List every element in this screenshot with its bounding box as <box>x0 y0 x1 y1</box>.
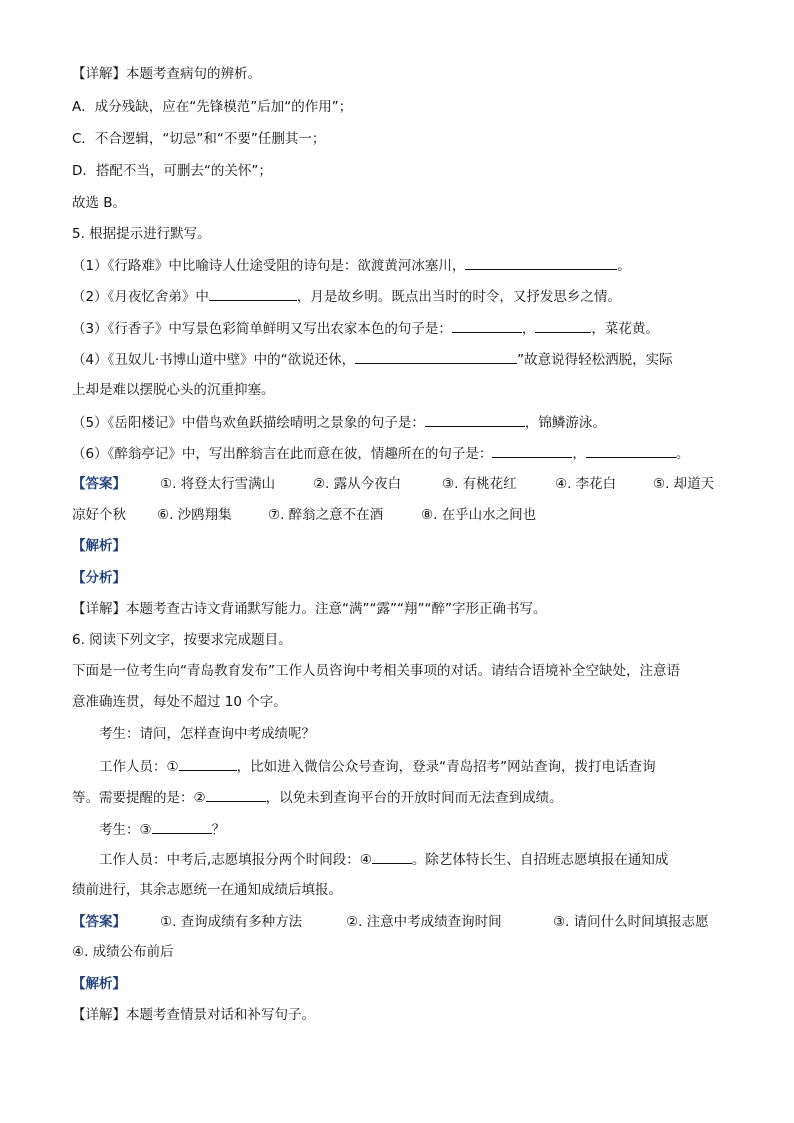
q6-dialogue-4-text: 考生：③ <box>99 822 152 838</box>
answer-item: ②. 露从今夜白 <box>313 476 402 492</box>
q6-title: 6. 阅读下列文字，按要求完成题目。 <box>72 632 292 648</box>
answer-item-cont: 凉好个秋 <box>72 507 126 523</box>
q5-answer-row-2 <box>72 505 724 525</box>
q5-title: 5. 根据提示进行默写。 <box>72 226 211 242</box>
answer-item: ④. 李花白 <box>555 476 617 492</box>
answer-item: ②. 注意中考成绩查询时间 <box>346 914 502 930</box>
answer-item: ③. 请问什么时间填报志愿 <box>553 914 709 930</box>
q5-item-4-rest: ”故意说得轻松洒脱，实际 <box>517 352 673 368</box>
q5-item-2-rest: ，月是故乡明。既点出当时的时令，又抒发思乡之情。 <box>296 289 621 305</box>
analysis-label: 【解析】 <box>72 976 126 992</box>
q6-intro-2: 意准确连贯，每处不超过 10 个字。 <box>72 694 287 710</box>
q4-detail: 【详解】本题考查病句的辨析。 <box>72 66 261 82</box>
q5-item-6 <box>72 443 689 464</box>
answer-blank <box>535 318 591 333</box>
q6-dialogue-3-text: 等。需要提醒的是：② <box>72 790 206 806</box>
q5-item-6-end: 。 <box>675 446 690 462</box>
q6-dialogue-4-end: ？ <box>211 822 226 838</box>
q5-item-2-text: （2）《月夜忆舍弟》中 <box>72 289 209 305</box>
q6-intro-1: 下面是一位考生向“青岛教育发布”工作人员咨询中考相关事项的对话。请结合语境补全空缺处，注意语 <box>72 663 680 679</box>
answer-item: ⑧. 在乎山水之间也 <box>421 507 537 523</box>
answer-item: ①. 查询成绩有多种方法 <box>160 914 303 930</box>
q5-item-6-text: （6）《醉翁亭记》中，写出醉翁言在此而意在彼，情趣所在的句子是： <box>72 446 493 462</box>
q6-answer-row-2 <box>72 942 174 962</box>
q5-item-2 <box>72 286 621 307</box>
answer-label: 【答案】 <box>72 476 126 492</box>
q5-detail: 【详解】本题考查古诗文背诵默写能力。注意“满”“露”“翔”“醉”字形正确书写。 <box>72 601 547 617</box>
q6-dialogue-5-text: 工作人员：中考后,志愿填报分两个时间段：④ <box>99 852 372 868</box>
q5-item-1-text: （1）《行路难》中比喻诗人仕途受阻的诗句是：欲渡黄河冰塞川， <box>72 258 466 274</box>
fenxi-label: 【分析】 <box>72 570 126 586</box>
q6-dialogue-3 <box>72 787 563 808</box>
q6-dialogue-6: 绩前进行，其余志愿统一在通知成绩后填报。 <box>72 882 342 898</box>
answer-item: ④. 成绩公布前后 <box>72 944 174 960</box>
answer-item: ③. 有桃花红 <box>442 476 517 492</box>
q4-option-a: A．成分残缺，应在“先锋模范”后加“的作用”； <box>72 99 353 115</box>
answer-blank <box>355 349 517 364</box>
q5-item-4-text: （4）《丑奴儿·书博山道中壁》中的“欲说还休， <box>72 352 356 368</box>
answer-item: ⑦. 醉翁之意不在酒 <box>268 507 384 523</box>
q6-dialogue-2 <box>99 756 656 777</box>
q5-item-5-text: （5）《岳阳楼记》中借鸟欢鱼跃描绘晴明之景象的句子是： <box>72 415 425 431</box>
answer-blank <box>452 318 522 333</box>
answer-item: ①. 将登太行雪满山 <box>160 476 276 492</box>
q4-choice: 故选 B。 <box>72 195 127 211</box>
q5-answer-row-1 <box>72 474 724 494</box>
answer-blank <box>152 819 212 834</box>
q6-dialogue-1: 考生：请问，怎样查询中考成绩呢？ <box>99 726 315 742</box>
q4-option-c: C．不合逻辑，“切忌”和“不要”任删其一； <box>72 131 326 147</box>
answer-item: ⑥. 沙鸥翔集 <box>157 507 232 523</box>
q6-dialogue-2-text: 工作人员：① <box>99 759 179 775</box>
answer-blank <box>425 412 525 427</box>
q6-dialogue-5 <box>99 849 668 870</box>
q5-item-3 <box>72 318 659 339</box>
answer-blank <box>206 787 266 802</box>
q5-item-3-text: （3）《行香子》中写景色彩简单鲜明又写出农家本色的句子是： <box>72 321 452 337</box>
q6-dialogue-4 <box>99 819 225 840</box>
answer-blank <box>465 255 617 270</box>
q5-item-3-sep: ， <box>521 321 536 337</box>
answer-blank <box>179 756 237 771</box>
q5-item-5 <box>72 412 606 433</box>
q5-item-1-end: 。 <box>617 258 631 274</box>
q5-item-6-sep: ， <box>572 446 586 462</box>
q6-dialogue-2-rest: ，比如进入微信公众号查询，登录“青岛招考”网站查询，拨打电话查询 <box>236 759 656 775</box>
q6-answer-row-1 <box>72 912 724 932</box>
q5-item-4-cont: 上却是难以摆脱心头的沉重抑塞。 <box>72 382 275 398</box>
answer-blank <box>209 286 297 301</box>
answer-blank <box>586 443 676 458</box>
q6-dialogue-5-rest: 。除艺体特长生、自招班志愿填报在通知成 <box>411 852 669 868</box>
answer-blank <box>492 443 572 458</box>
q5-item-1 <box>72 255 631 276</box>
q5-item-5-end: ，锦鳞游泳。 <box>524 415 606 431</box>
q5-item-4 <box>72 349 673 370</box>
answer-label: 【答案】 <box>72 914 126 930</box>
answer-blank <box>372 849 412 864</box>
q6-dialogue-3-rest: ，以免未到查询平台的开放时间而无法查到成绩。 <box>265 790 563 806</box>
q4-option-d: D．搭配不当，可删去“的关怀”； <box>72 163 272 179</box>
analysis-label: 【解析】 <box>72 538 126 554</box>
q5-item-3-end: ，菜花黄。 <box>591 321 659 337</box>
answer-item: ⑤. 却道天 <box>653 476 715 492</box>
q6-detail: 【详解】本题考查情景对话和补写句子。 <box>72 1007 315 1023</box>
